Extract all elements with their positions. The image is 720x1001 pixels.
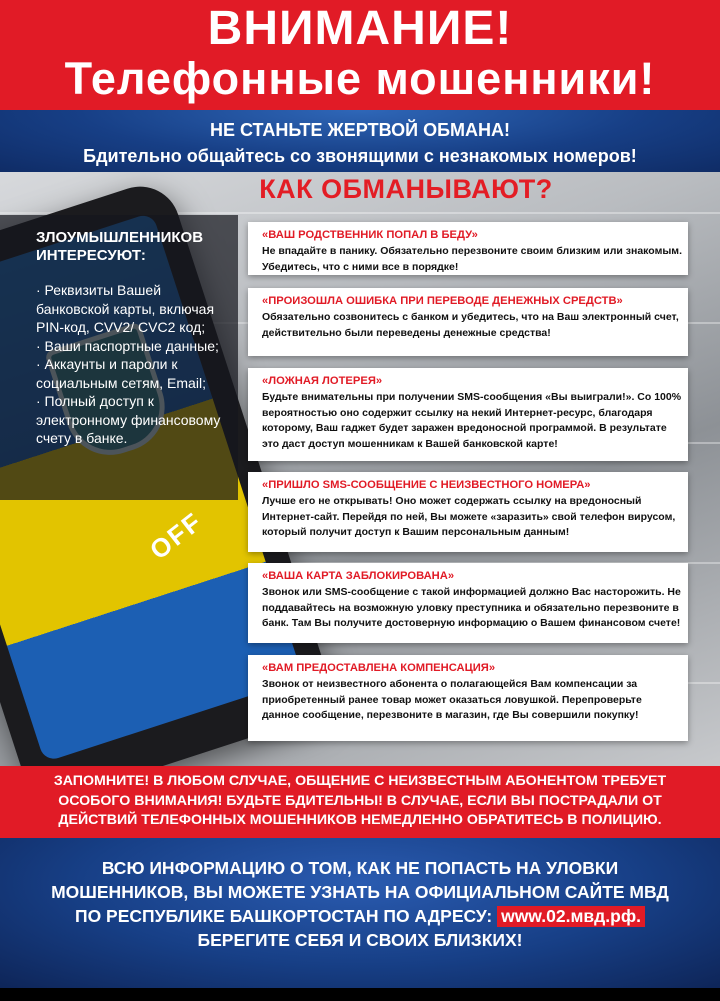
subheading-line-2: Бдительно общайтесь со звонящими с незнакомых номеров! [83,146,637,166]
info-line-2: МОШЕННИКОВ, ВЫ МОЖЕТЕ УЗНАТЬ НА ОФИЦИАЛЬНОМ САЙТЕ МВД [51,882,669,902]
threats-item: · Реквизиты Вашей банковской карты, включая PIN-код, CVV2/ CVC2 код; [36,282,215,335]
info-band [0,838,720,988]
card-body: Лучше его не открывать! Оно может содержать ссылку на вредоносный Интернет-сайт. Перейдя по ней, Вы можете «заразить» свой телефон вирусом, который получит доступ к Вашим персональным данным! [262,495,676,538]
card-body: Будьте внимательны при получении SMS-сообщения «Вы выиграли!». Со 100% вероятностью оно содержит ссылку на некий Интернет-ресурс, благодаря которому, Ваш гаджет будет заражен вредоносной программой. В результате это даст доступ мошенникам к Вашей банковской карте! [262,391,682,450]
card-body: Не впадайте в панику. Обязательно перезвоните своим близким или знакомым. Убедитесь, что с ними все в порядке! [262,245,682,273]
scam-card-compensation [248,655,688,741]
subheading-line-1: НЕ СТАНЬТЕ ЖЕРТВОЙ ОБМАНА! [210,120,510,140]
card-title: «ПРИШЛО SMS-СООБЩЕНИЕ С НЕИЗВЕСТНОГО НОМЕРА» [262,479,591,491]
card-body: Звонок от неизвестного абонента о полагающейся Вам компенсации за приобретенный ранее товар может оказаться ловушкой. Перепроверьте данное сообщение, перезвоните в магазин, где Вы совершили покупку! [262,678,642,721]
threats-item: · Ваши паспортные данные; [36,337,219,354]
warning-text [20,772,700,831]
card-body: Обязательно созвонитесь с банком и убедитесь, что на Ваш электронный счет, действительно были переведены денежные средства! [262,311,679,339]
threats-item: · Аккаунты и пароли к социальным сетям, Email; [36,356,206,391]
threats-title: ЗЛОУМЫШЛЕННИКОВ ИНТЕРЕСУЮТ: [36,229,204,264]
title-line-2: Телефонные мошенники! [64,53,656,104]
subheading-band [0,110,720,172]
title-line-1: ВНИМАНИЕ! [207,2,513,55]
warning-body: В ЛЮБОМ СЛУЧАЕ, ОБЩЕНИЕ С НЕИЗВЕСТНЫМ АБОНЕНТОМ ТРЕБУЕТ ОСОБОГО ВНИМАНИЯ! БУДЬТЕ БДИТЕЛЬНЫ! В СЛУЧАЕ, ЕСЛИ ВЫ ПОСТРАДАЛИ ОТ ДЕЙСТВИЙ ТЕЛЕФОННЫХ МОШЕННИКОВ НЕМЕДЛЕННО ОБРАТИТЕСЬ В ПОЛИЦИЮ. [58,773,667,828]
footer-bar [0,988,720,1001]
info-line-3 [0,906,720,927]
card-body: Звонок или SMS-сообщение с такой информацией должно Вас насторожить. Не поддавайтесь на возможную уловку преступника и обязательно перезвоните в банк. Там Вы получите достоверную информацию о Вашем финансовом счете! [262,586,681,629]
card-title: «ВАШ РОДСТВЕННИК ПОПАЛ В БЕДУ» [262,229,478,241]
card-title: «ПРОИЗОШЛА ОШИБКА ПРИ ПЕРЕВОДЕ ДЕНЕЖНЫХ СРЕДСТВ» [262,295,623,307]
section-title: КАК ОБМАНЫВАЮТ? [259,174,553,204]
scam-card-transfer-error [248,288,688,356]
info-line-3-text: ПО РЕСПУБЛИКЕ БАШКОРТОСТАН ПО АДРЕСУ: [74,906,493,926]
scam-card-lottery [248,368,688,461]
warning-band [0,766,720,838]
website-link[interactable]: www.02.мвд.рф. [497,906,645,927]
card-title: «ВАША КАРТА ЗАБЛОКИРОВАНА» [262,570,455,582]
card-title: «ВАМ ПРЕДОСТАВЛЕНА КОМПЕНСАЦИЯ» [262,662,496,674]
info-line-1: ВСЮ ИНФОРМАЦИЮ О ТОМ, КАК НЕ ПОПАСТЬ НА УЛОВКИ [101,858,619,878]
threats-item: · Полный доступ к электронному финансовому счету в банке. [36,393,221,446]
threats-list [36,281,236,448]
scam-card-relative [248,222,688,275]
scam-card-blocked [248,563,688,643]
warning-lead: ЗАПОМНИТЕ! [53,773,150,789]
phone-off-label: OFF [143,505,209,566]
threats-panel [0,215,238,500]
header-banner [0,0,720,110]
scam-card-sms [248,472,688,552]
info-line-4: БЕРЕГИТЕ СЕБЯ И СВОИХ БЛИЗКИХ! [197,930,523,950]
card-title: «ЛОЖНАЯ ЛОТЕРЕЯ» [262,375,383,387]
